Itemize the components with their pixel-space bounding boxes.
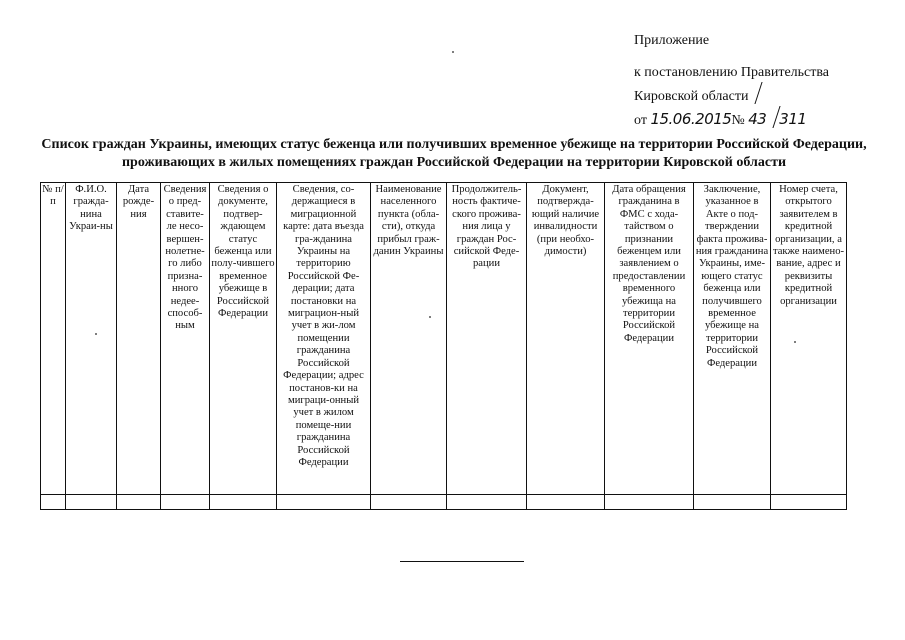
document-title: Список граждан Украины, имеющих статус беженца или получивших временное убежище на территории Российской Федерации, проживающих в жилых помещениях граждан Российской Федерации на территории Кировской области bbox=[41, 137, 867, 170]
col-number: № п/п bbox=[41, 183, 66, 495]
table-cell bbox=[447, 495, 527, 510]
handwritten-slash bbox=[747, 82, 763, 104]
citizens-table bbox=[40, 182, 847, 510]
date-prefix: от bbox=[634, 113, 647, 128]
table-header-row bbox=[41, 183, 847, 495]
appendix-line-1: к постановлению Правительства bbox=[634, 65, 830, 80]
table-cell bbox=[371, 495, 447, 510]
closing-rule bbox=[400, 561, 524, 562]
table-cell bbox=[117, 495, 161, 510]
appendix-date-line bbox=[634, 106, 829, 130]
col-residence-act-conclusion: Заключение, указанное в Акте о под-тверждении факта прожива-ния гражданина Украины, име-ющего статус беженца или получившего временное убежище на территории Российской Федерации bbox=[694, 183, 771, 495]
col-disability-document: Документ, подтвержда-ющий наличие инвалидности (при необхо-димости) bbox=[527, 183, 605, 495]
col-fms-application-date: Дата обращения гражданина в ФМС с хода-тайством о признании беженцем или заявлением о предоставлении временного убежища на территории Российской Федерации bbox=[605, 183, 694, 495]
number-prefix: № bbox=[731, 113, 745, 128]
appendix-line-2-text: Кировской области bbox=[634, 89, 749, 104]
table-cell bbox=[694, 495, 771, 510]
table-cell bbox=[210, 495, 277, 510]
handwritten-number-a: 43 bbox=[748, 110, 767, 128]
handwritten-number-b: 311 bbox=[779, 110, 807, 128]
table-cell bbox=[277, 495, 371, 510]
handwritten-date: 15.06.2015 bbox=[650, 110, 732, 128]
scan-speck bbox=[794, 341, 796, 343]
col-migration-card: Сведения, со-держащиеся в миграционной карте: дата въезда гра-жданина Украины на территорию Российской Фе-дерации; дата постановки на миграцион-ный учет в жи-лом помещении гражданина Российской Федерации; адрес постанов-ки на миграци-онный учет в жилом помеще-нии гражданина Российской Федерации bbox=[277, 183, 371, 495]
table-cell bbox=[527, 495, 605, 510]
col-residence-duration: Продолжитель-ность фактиче-ского прожива-ния лица у граждан Рос-сийской Феде-рации bbox=[447, 183, 527, 495]
appendix-block bbox=[634, 32, 829, 130]
appendix-line-2 bbox=[634, 82, 829, 106]
col-status-document: Сведения о документе, подтвер-ждающем статус беженца или полу-чившего временное убежище в Российской Федерации bbox=[210, 183, 277, 495]
scan-speck bbox=[95, 333, 97, 335]
scan-speck bbox=[452, 51, 454, 53]
col-full-name: Ф.И.О. граждa-нина Украи-ны bbox=[66, 183, 117, 495]
table-row bbox=[41, 495, 847, 510]
col-bank-account: Номер счета, открытого заявителем в кредитной организации, а также наимено-вание, адрес и реквизиты кредитной организации bbox=[771, 183, 847, 495]
col-origin-locality: Наименование населенного пункта (обла-сти), откуда прибыл граж-данин Украины bbox=[371, 183, 447, 495]
scan-speck bbox=[429, 316, 431, 318]
table-cell bbox=[605, 495, 694, 510]
col-birth-date: Дата рожде-ния bbox=[117, 183, 161, 495]
table-cell bbox=[771, 495, 847, 510]
table-cell bbox=[66, 495, 117, 510]
col-representative: Сведения о пред-ставите-ле несо-вершен-нолетне-го либо призна-нного недее-способ-ным bbox=[161, 183, 210, 495]
appendix-title: Приложение bbox=[634, 33, 710, 48]
table-cell bbox=[41, 495, 66, 510]
table-cell bbox=[161, 495, 210, 510]
